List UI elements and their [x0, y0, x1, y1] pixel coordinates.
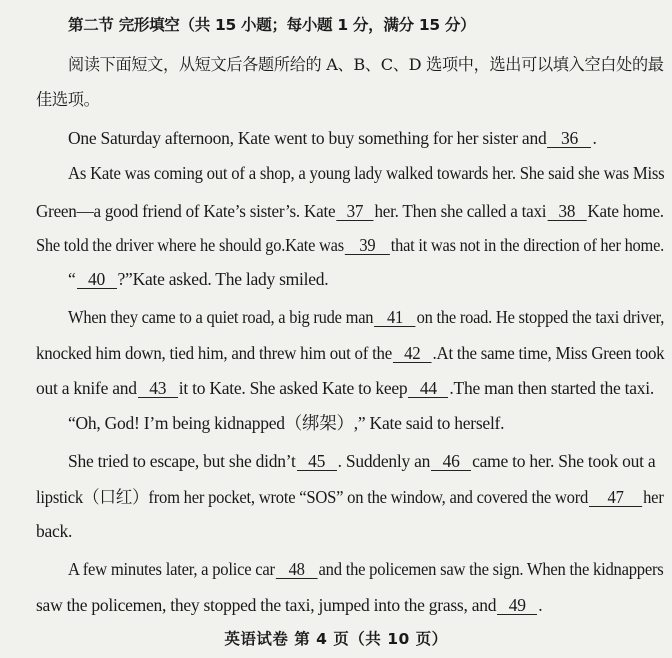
blank-47: 47	[589, 489, 642, 507]
text-segment: lipstick（口红）from her pocket, wrote “SOS” on the window, and covered the word	[36, 487, 589, 507]
passage-line-6	[68, 307, 664, 327]
text-segment: it to Kate. She asked Kate to keep	[178, 378, 408, 398]
text-segment: .At the same time, Miss Green took	[432, 343, 665, 363]
passage-line-13	[68, 559, 664, 579]
text-segment: back.	[36, 521, 73, 541]
text-segment: her. Then she called a taxi	[374, 201, 547, 221]
text-segment: “	[68, 269, 76, 289]
passage-line-1	[68, 128, 597, 148]
text-segment: came to her. She took out a	[472, 451, 656, 471]
blank-43: 43	[138, 380, 178, 398]
passage-line-12	[36, 521, 72, 541]
text-segment: on the road. He stopped the taxi driver,	[416, 307, 665, 327]
text-segment: out a knife and	[36, 378, 137, 398]
text-segment: saw the policemen, they stopped the taxi, jumped into the grass, and	[36, 595, 497, 615]
passage-line-14	[36, 595, 542, 615]
text-segment: her	[643, 487, 664, 507]
passage-line-11	[36, 487, 664, 507]
passage-line-8	[36, 378, 654, 398]
text-segment: “Oh, God! I’m being kidnapped（绑架）,” Kate said to herself.	[68, 413, 505, 433]
blank-41: 41	[374, 309, 415, 327]
text-segment: knocked him down, tied him, and threw him out of the	[36, 343, 393, 363]
text-segment: As Kate was coming out of a shop, a young lady walked towards her. She said she was Miss	[68, 163, 665, 183]
blank-44: 44	[408, 380, 448, 398]
text-segment: .	[592, 128, 597, 148]
passage-line-7	[36, 343, 664, 363]
text-segment: When they came to a quiet road, a big rude man	[68, 307, 374, 327]
blank-48: 48	[276, 561, 318, 579]
text-segment: and the policemen saw the sign. When the kidnappers	[318, 559, 664, 579]
passage-line-2	[68, 163, 664, 183]
passage-line-4	[36, 235, 664, 255]
passage-line-3	[36, 201, 664, 221]
passage-line-9	[68, 413, 504, 433]
instruction-line-2: 佳选项。	[36, 90, 100, 109]
blank-46: 46	[431, 453, 471, 471]
text-segment: that it was not in the direction of her home.	[390, 235, 665, 255]
text-segment: One Saturday afternoon, Kate went to buy something for her sister and	[68, 128, 547, 148]
blank-45: 45	[297, 453, 337, 471]
text-segment: .The man then started the taxi.	[449, 378, 654, 398]
text-segment: Green—a good friend of Kate’s sister’s. Kate	[36, 201, 336, 221]
text-segment: She tried to escape, but she didn’t	[68, 451, 296, 471]
blank-40: 40	[77, 271, 117, 289]
text-segment: A few minutes later, a police car	[68, 559, 275, 579]
blank-37: 37	[336, 203, 373, 221]
text-segment: She told the driver where he should go.Kate was	[36, 235, 344, 255]
passage-line-5	[68, 269, 328, 289]
text-segment: Kate home.	[587, 201, 664, 221]
instruction-line-1: 阅读下面短文，从短文后各题所给的 A、B、C、D 选项中，选出可以填入空白处的最	[68, 55, 664, 74]
blank-36: 36	[547, 130, 591, 148]
text-segment: . Suddenly an	[337, 451, 431, 471]
blank-42: 42	[393, 345, 432, 363]
blank-49: 49	[497, 597, 537, 615]
page-footer: 英语试卷 第 4 页（共 10 页）	[224, 630, 448, 648]
section-heading: 第二节 完形填空（共 15 小题；每小题 1 分，满分 15 分）	[68, 16, 476, 34]
blank-38: 38	[547, 203, 586, 221]
text-segment: ?”Kate asked. The lady smiled.	[117, 269, 329, 289]
passage-line-10	[68, 451, 655, 471]
text-segment: .	[538, 595, 543, 615]
blank-39: 39	[345, 237, 390, 255]
